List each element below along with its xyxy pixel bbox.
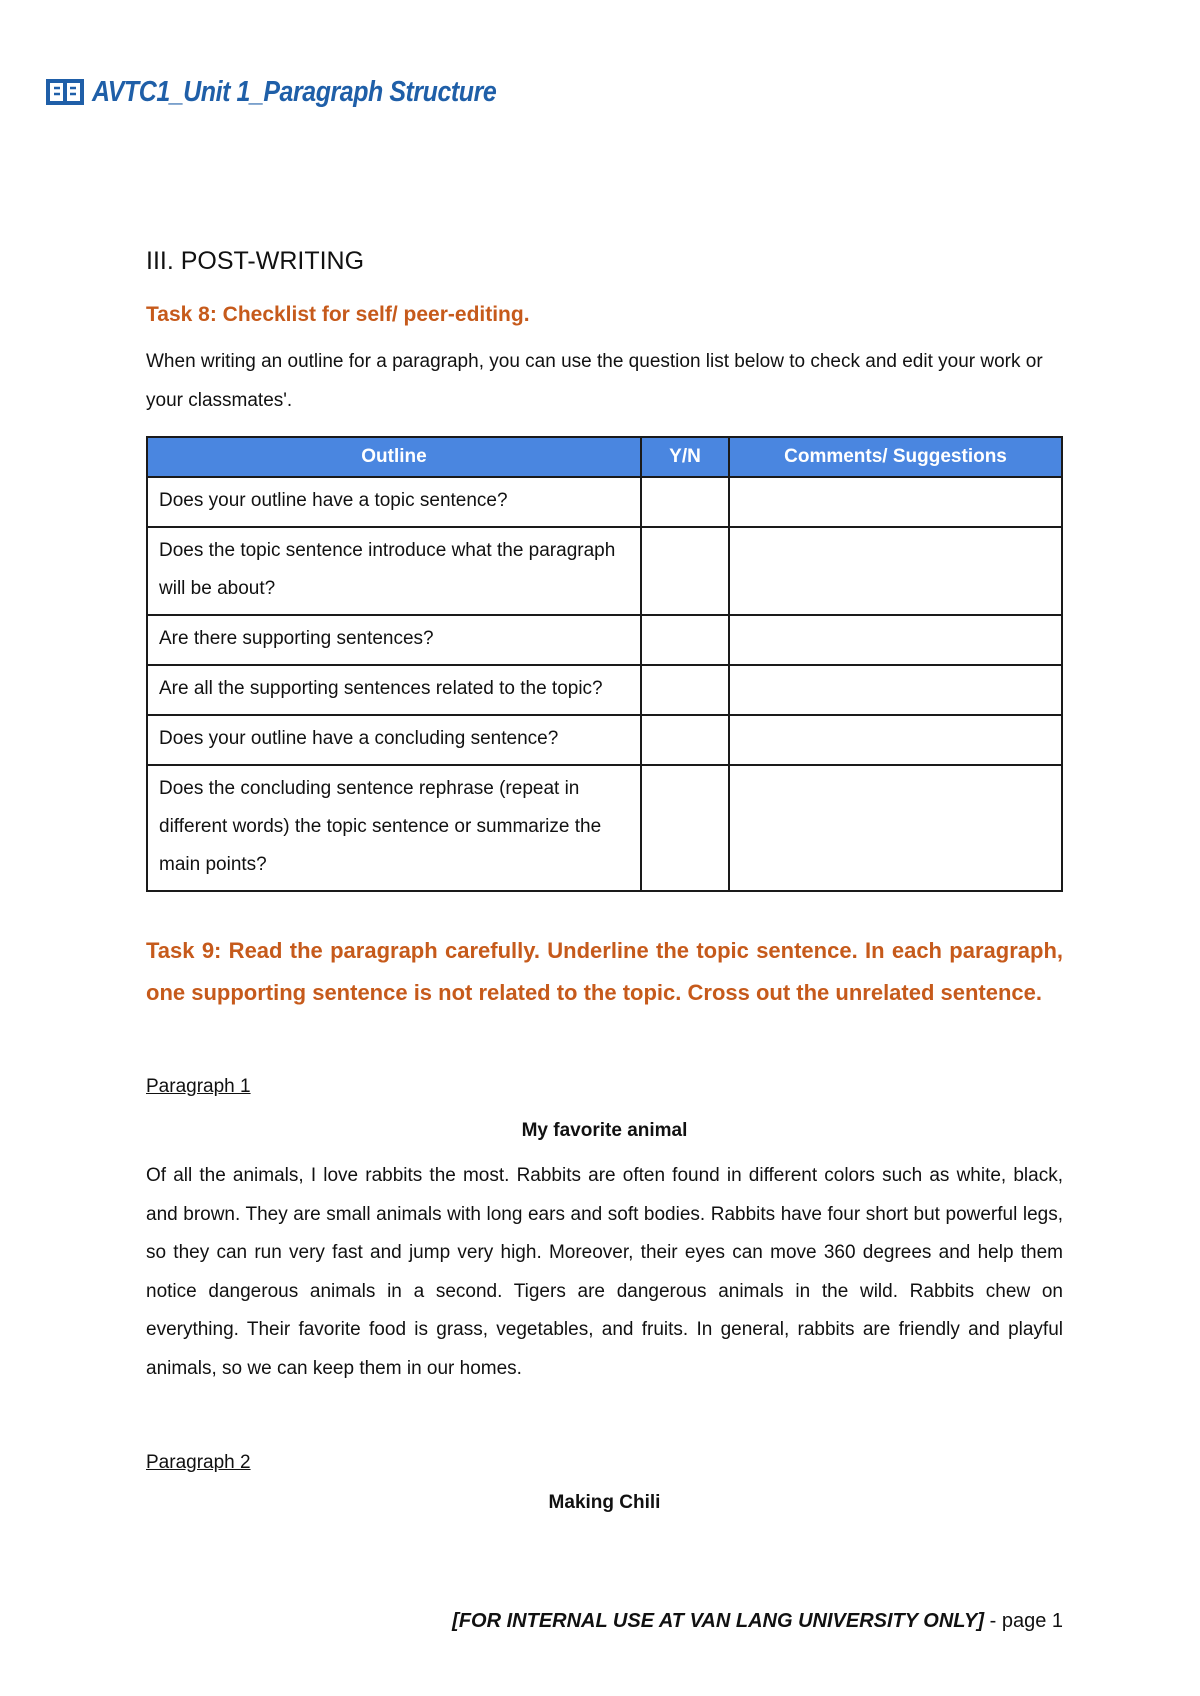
table-row bbox=[147, 765, 1062, 891]
page-number: - page 1 bbox=[989, 1610, 1063, 1632]
task8-intro: When writing an outline for a paragraph, you can use the question list below to check and edit your work or your classmates'. bbox=[146, 351, 1043, 411]
question-cell: Does the topic sentence introduce what the paragraph will be about? bbox=[147, 527, 641, 615]
section-title: III. POST-WRITING bbox=[146, 247, 365, 275]
column-header-outline: Outline bbox=[147, 437, 641, 477]
table-row bbox=[147, 477, 1062, 527]
question-cell: Are there supporting sentences? bbox=[147, 615, 641, 665]
comments-cell[interactable] bbox=[729, 765, 1062, 891]
table-row bbox=[147, 615, 1062, 665]
table-header-row bbox=[147, 437, 1062, 477]
checklist-table bbox=[146, 436, 1063, 892]
yn-cell[interactable] bbox=[641, 765, 729, 891]
comments-cell[interactable] bbox=[729, 665, 1062, 715]
paragraph1-label: Paragraph 1 bbox=[146, 1076, 251, 1097]
comments-cell[interactable] bbox=[729, 527, 1062, 615]
table-row bbox=[147, 665, 1062, 715]
book-icon bbox=[46, 77, 84, 107]
task8-heading: Task 8: Checklist for self/ peer-editing. bbox=[146, 303, 530, 326]
yn-cell[interactable] bbox=[641, 665, 729, 715]
paragraph2-title: Making Chili bbox=[548, 1492, 661, 1513]
page-header bbox=[46, 72, 562, 112]
comments-cell[interactable] bbox=[729, 715, 1062, 765]
paragraph1-body: Of all the animals, I love rabbits the most. Rabbits are often found in different colors such as white, black, and brown. They are small animals with long ears and soft bodies. Rabbits have four short but powerful legs, so they can run very fast and jump very high. Moreover, their eyes can move 360 degrees and help them notice dangerous animals in a second. Tigers are dangerous animals in the wild. Rabbits chew on everything. Their favorite food is grass, vegetables, and fruits. In general, rabbits are friendly and playful animals, so we can keep them in our homes. bbox=[146, 1165, 1063, 1379]
table-row bbox=[147, 715, 1062, 765]
paragraph1-title: My favorite animal bbox=[521, 1120, 688, 1141]
question-cell: Does the concluding sentence rephrase (repeat in different words) the topic sentence or summarize the main points? bbox=[147, 765, 641, 891]
yn-cell[interactable] bbox=[641, 615, 729, 665]
column-header-comments: Comments/ Suggestions bbox=[729, 437, 1062, 477]
question-cell: Does your outline have a topic sentence? bbox=[147, 477, 641, 527]
comments-cell[interactable] bbox=[729, 477, 1062, 527]
page-footer bbox=[452, 1610, 1063, 1633]
question-cell: Does your outline have a concluding sentence? bbox=[147, 715, 641, 765]
yn-cell[interactable] bbox=[641, 477, 729, 527]
yn-cell[interactable] bbox=[641, 527, 729, 615]
paragraph2-label: Paragraph 2 bbox=[146, 1452, 251, 1473]
task9-heading: Task 9: Read the paragraph carefully. Underline the topic sentence. In each paragraph, one supporting sentence is not related to the topic. Cross out the unrelated sentence. bbox=[146, 938, 1063, 1005]
table-row bbox=[147, 527, 1062, 615]
comments-cell[interactable] bbox=[729, 615, 1062, 665]
column-header-yn: Y/N bbox=[641, 437, 729, 477]
internal-use-notice: [FOR INTERNAL USE AT VAN LANG UNIVERSITY ONLY] bbox=[452, 1610, 985, 1632]
question-cell: Are all the supporting sentences related to the topic? bbox=[147, 665, 641, 715]
document-title: AVTC1_Unit 1_Paragraph Structure bbox=[92, 75, 497, 108]
yn-cell[interactable] bbox=[641, 715, 729, 765]
